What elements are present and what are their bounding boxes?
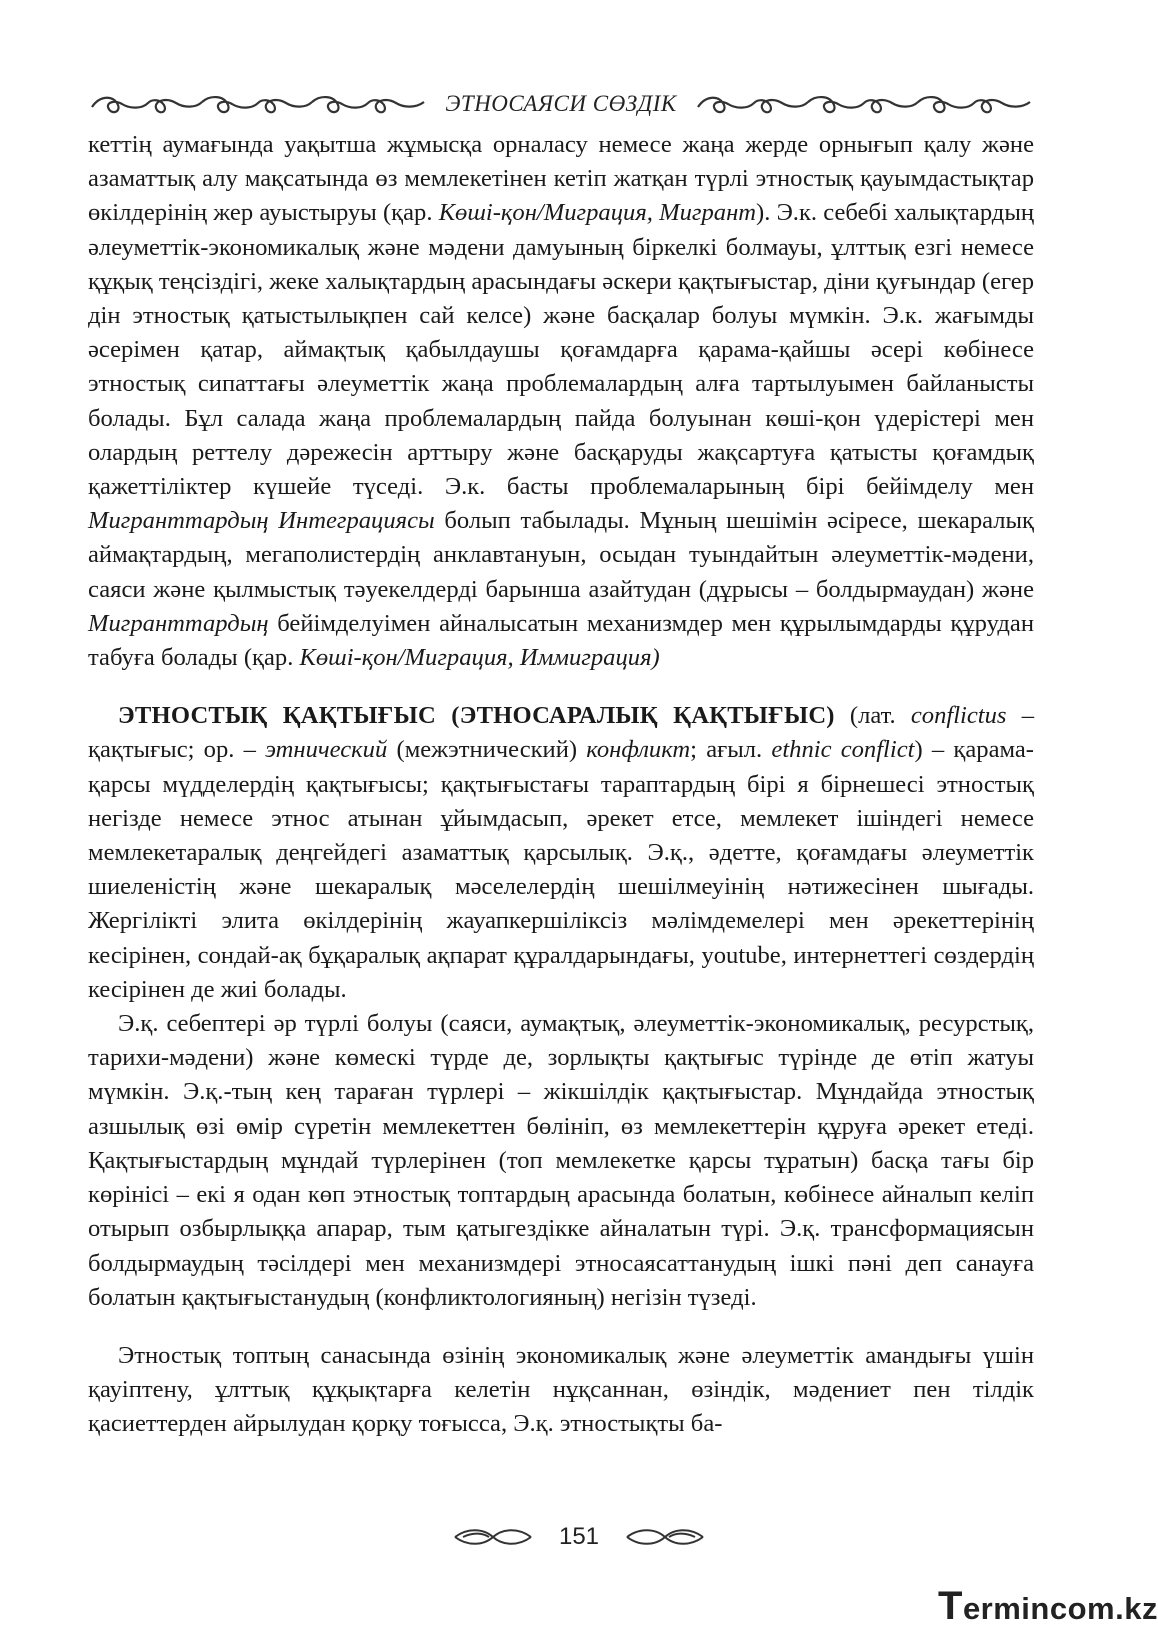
- cross-reference: Көші-қон/Миграция, Иммиграция): [299, 644, 660, 672]
- text-run: (межэтнический): [387, 736, 587, 764]
- watermark-text: erminc: [962, 1591, 1068, 1626]
- entry-headword: ЭТНОСТЫҚ ҚАҚТЫҒЫС (ЭТНОСАРАЛЫҚ ҚАҚТЫҒЫС): [118, 702, 835, 730]
- watermark-o: o: [1067, 1591, 1088, 1626]
- flourish-ornament-icon: [453, 1526, 533, 1548]
- scroll-vine-ornament-icon: [88, 91, 428, 117]
- text-run: (лат.: [834, 702, 911, 730]
- page-number: 151: [558, 1523, 600, 1550]
- scroll-vine-ornament-icon: [694, 91, 1034, 117]
- article-body: [88, 128, 1034, 1442]
- running-header: [88, 86, 1034, 122]
- running-title: ЭТНОСАЯСИ СӨЗДІК: [445, 91, 677, 116]
- text-run: – қақтығыс; ор. –: [88, 702, 1034, 764]
- text-run: болып табылады. Мұның шешімін әсіресе, шекаралық аймақтардың, мегаполистердің анклавтануын, осыдан туындайтын әлеуметтік-мәдени, саяси және қылмыстық тәуекелдерді барынша азайтудан (дұрысы – болдырмаудан) және: [88, 507, 1034, 603]
- cross-reference: Көші-қон/Миграция, Мигрант: [438, 199, 757, 227]
- paragraph-ethnic-group: Этностық топтың санасында өзінің экономикалық және әлеуметтік амандығы үшін қауіптену, ұлттық құқықтарға келетін нұқсаннан, өзіндік, мәдениет пен тілдік қасиеттерден айрылудан қорқу тоғысса, Э.қ. этностықты ба-: [88, 1341, 1034, 1438]
- cross-reference: Мигранттардың Интеграциясы: [88, 507, 435, 535]
- foreign-term: ethnic conflict: [771, 736, 915, 764]
- page-footer: [0, 1517, 1158, 1557]
- watermark-logo: [938, 1584, 1158, 1629]
- watermark-initial: T: [938, 1584, 963, 1628]
- text-run: бейімделуімен айналысатын механизмдер мен құрылымдарды құрудан табуға болады (қар.: [88, 609, 1034, 672]
- foreign-term: этнический: [265, 736, 388, 764]
- foreign-term: конфликт: [586, 736, 691, 764]
- entry-ethnic-conflict: [88, 699, 1034, 1007]
- watermark-domain: m.kz: [1087, 1591, 1158, 1626]
- text-run: ). Э.к. себебі халықтардың әлеуметтік-экономикалық және мәдени дамуының біркелкі болмауы, ұлттық езгі немесе құқық теңсіздігі, жеке халықтардың арасындағы әскери қақтығыстар, діни қуғындар (егер дін этностық қатыстылықпен сай келсе) және басқалар болуы мүмкін. Э.к. жағымды әсерімен қатар, аймақтық қабылдаушы қоғамдарға қарама-қайшы әсері көбінесе этностық сипаттағы әлеуметтік жаңа проблемалардың алға тартылуымен байланысты болады. Бұл салада жаңа проблемалардың пайда болуынан көші-қон үдерістері мен олардың реттелу дәрежесін арттыру және басқаруды жақсартуға қатысты қоғамдық қажеттіліктер күшейе түседі. Э.к. басты проблемаларының бірі бейімделу мен: [88, 199, 1034, 501]
- text-run: ; ағыл.: [690, 736, 772, 764]
- text-run: кеттің аумағында уақытша жұмысқа орналасу немесе жаңа жерде орнығып қалу және азаматтық алу мақсатында өз мемлекетінен кетіп жатқан түрлі этностық қауымдастықтар өкілдерінің жер ауыстыруы (қар.: [88, 131, 1034, 227]
- foreign-term: conflictus: [910, 702, 1007, 730]
- cross-reference: Мигранттардың: [88, 609, 269, 637]
- flourish-ornament-icon: [625, 1526, 705, 1548]
- paragraph-continuation: [88, 128, 1034, 675]
- text-run: ) – қарама-қарсы мүдделердің қақтығысы; қақтығыстағы тараптардың бірі я бірнешесі этностық негізде немесе этнос атынан ұйымдасып, әрекет етсе, мемлекет ішіндегі немесе мемлекетаралық деңгейдегі азаматтық қарсылық. Э.қ., әдетте, қоғамдағы әлеуметтік шиеленістің және шекаралық мәселелердің шешілмеуінің нәтижесінен шығады. Жергілікті элита өкілдерінің жауапкершіліксіз мәлімдемелері мен әрекеттерінің кесірінен, сондай-ақ бұқаралық ақпарат құралдарындағы, youtube, интернеттегі сөздердің кесірінен де жиі болады.: [88, 736, 1034, 1003]
- paragraph-causes: Э.қ. себептері әр түрлі болуы (саяси, аумақтық, әлеуметтік-экономикалық, ресурстық, тарихи-мәдени) және көмескі түрде де, зорлықты қақтығыс түрінде де өтіп жатуы мүмкін. Э.қ.-тың кең тараған түрлері – жікшілдік қақтығыстар. Мұндайда этностық азшылық өзі өмір сүретін мемлекеттен бөлініп, өз мемлекеттерін құруға әрекет етеді. Қақтығыстардың мұндай түрлерінен (топ мемлекетке қарсы тұратын) басқа тағы бір көрінісі – екі я одан көп этностық топтардың арасында болатын, көбінесе айналып келіп отырып озбырлыққа апарар, тым қатыгездікке айналатын түрі. Э.қ. трансформациясын болдырмаудың тәсілдері мен механизмдері этносаясаттанудың ішкі пәні деп санауға болатын қақтығыстанудың (конфликтологияның) негізін түзеді.: [88, 1010, 1034, 1311]
